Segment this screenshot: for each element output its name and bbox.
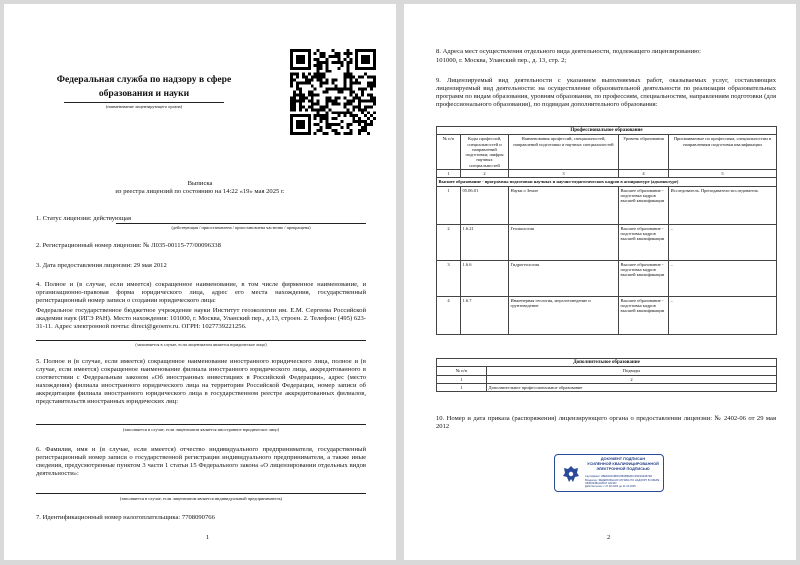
section-6-rule bbox=[36, 493, 366, 494]
prof-header-num: № п/п bbox=[437, 135, 461, 170]
table-row bbox=[437, 186, 777, 224]
document-page-1 bbox=[4, 4, 396, 560]
prof-colnum-4: 4 bbox=[619, 170, 669, 178]
agency-title-line-1: Федеральная служба по надзору в сфере bbox=[56, 74, 232, 85]
section-5-rule bbox=[36, 424, 366, 425]
signature-title-1: ДОКУМЕНТ ПОДПИСАН bbox=[600, 457, 646, 461]
section-7-inn: 7. Идентификационный номер налогоплательщика: 7708090766 bbox=[36, 514, 215, 521]
table-cell: 1 bbox=[437, 186, 461, 224]
add-table-title: Дополнительное образование bbox=[437, 359, 777, 367]
prof-header-codes: Коды профессий, специальностей и направлений подготовки; шифры научных специальностей bbox=[461, 135, 509, 170]
section-5-text: 5. Полное и (в случае, если имеется) сокращенное наименование иностранного юридического лица, полное и (в случае, если имеется) сокращенное наименование филиала иностранного юридического лица, аккредитованного в соответствии с Федеральным законом «Об иностранных инвестициях в Российской Федерации», адрес (место нахождения) филиала иностранного юридического лица на территории Российской Федерации, номер записи об аккредитации филиала иностранного юридического лица в государственном реестре аккредитованных филиалов, представительств иностранных юридических лиц: bbox=[36, 358, 366, 406]
section-5-caption: (заполняется в случае, если лицензиатом является иностранное юридическое лицо) bbox=[122, 427, 280, 432]
section-3-issue-date: 3. Дата предоставления лицензии: 29 мая 2012 bbox=[36, 262, 167, 269]
table-cell: – bbox=[669, 260, 777, 296]
table-cell: Инженерная геология, мерзлотоведение и грунтоведение bbox=[509, 296, 619, 334]
table-cell: Высшее образование - подготовка кадров высшей квалификации bbox=[619, 186, 669, 224]
table-cell: 05.06.01 bbox=[461, 186, 509, 224]
prof-header-names: Наименования профессий, специальностей, направлений подготовки и научных специальностей bbox=[509, 135, 619, 170]
table-cell: 4 bbox=[437, 296, 461, 334]
section-4-rule bbox=[36, 340, 366, 341]
section-1-status: 1. Статус лицензии: действующая bbox=[36, 215, 132, 222]
extract-subtitle: из реестра лицензий по состоянию на 14:22 «19» мая 2025 г. bbox=[115, 188, 285, 195]
table-cell: 1.6.7 bbox=[461, 296, 509, 334]
section-6-caption: (заполняется в случае, если лицензиатом является индивидуальный предприниматель) bbox=[119, 496, 283, 501]
section-1-rule bbox=[116, 223, 366, 224]
section-8-value: 101000, г. Москва, Уланский пер., д. 13, стр. 2; bbox=[436, 57, 567, 64]
section-4-value: Федеральное государственное бюджетное учреждение науки Институт геоэкологии им. Е.М. Сергеева Российской академии наук (ИГЭ РАН). Место нахождения: 101000, г. Москва, Уланский пер., д.13, строен. 2. Телефон: (495) 623-31-11. Адрес электронной почты: direct@geoenv.ru. ОГРН: 1027739221256. bbox=[36, 307, 366, 331]
prof-table-title: Профессиональное образование bbox=[437, 127, 777, 135]
table-cell: 1.6.6 bbox=[461, 260, 509, 296]
table-row bbox=[437, 224, 777, 260]
table-cell: Дополнительное профессиональное образование bbox=[487, 383, 777, 391]
table-row bbox=[437, 383, 777, 391]
prof-colnum-5: 5 bbox=[669, 170, 777, 178]
section-8-text: 8. Адреса мест осуществления отдельного вида деятельности, подлежащего лицензированию: bbox=[436, 48, 701, 55]
table-cell: 2 bbox=[437, 224, 461, 260]
signature-owner: Владелец: ФЕДЕРАЛЬНАЯ СЛУЖБА ПО НАДЗОРУ В СФЕРЕ ОБРАЗОВАНИЯ И НАУКИ bbox=[585, 479, 660, 485]
professional-education-table bbox=[436, 126, 777, 335]
signature-cert: Сертификат: 0BE84A5AB6FF0BAB5E8C2D3F9A91B7E6 bbox=[585, 475, 653, 478]
table-cell: Геоэкология bbox=[509, 224, 619, 260]
section-4-caption: (заполняется в случае, если лицензиатом является юридическое лицо) bbox=[135, 342, 267, 347]
section-6-text: 6. Фамилия, имя и (в случае, если имеется) отчество индивидуального предпринимателя, государственный регистрационный номер записи о государственной регистрации индивидуального предпринимателя, а также иные сведения, предусмотренные пунктом 3 части 1 статьи 15 Федерального закона «О лицензировании отдельных видов деятельности»: bbox=[36, 446, 366, 478]
table-cell: – bbox=[669, 296, 777, 334]
add-colnum-1: 1 bbox=[437, 375, 487, 383]
prof-colnum-3: 3 bbox=[509, 170, 619, 178]
prof-colnum-1: 1 bbox=[437, 170, 461, 178]
section-4-intro: 4. Полное и (в случае, если имеется) сокращенное наименование, в том числе фирменное наименование, и организационно-правовая форма юридического лица, адрес его места нахождения, государственный регистрационный номер записи о создании юридического лица: bbox=[36, 281, 366, 305]
table-row bbox=[437, 260, 777, 296]
table-cell: 1.6.21 bbox=[461, 224, 509, 260]
prof-colnum-2: 2 bbox=[461, 170, 509, 178]
electronic-signature-stamp bbox=[554, 454, 664, 492]
prof-header-qualification: Присваиваемые по профессиям, специальностям и направлениям подготовки квалификации bbox=[669, 135, 777, 170]
extract-title: Выписка bbox=[187, 180, 213, 187]
page-number-2: 2 bbox=[607, 534, 611, 541]
table-cell: Высшее образование - подготовка кадров высшей квалификации bbox=[619, 260, 669, 296]
table-cell: Гидрогеология bbox=[509, 260, 619, 296]
agency-rule bbox=[64, 102, 224, 103]
table-cell: – bbox=[669, 224, 777, 260]
signature-title-2: УСИЛЕННОЙ КВАЛИФИЦИРОВАННОЙ bbox=[587, 462, 659, 466]
section-9-text: 9. Лицензируемый вид деятельности с указанием выполняемых работ, оказываемых услуг, составляющих лицензируемый вид деятельности: на осуществление образовательной деятельности по реализации образовательных программ по видам образования, уровням образования, по профессиям, специальностям, направлениям подготовки (для профессионального образования), по подвидам дополнительного образования: bbox=[436, 77, 776, 109]
additional-education-table bbox=[436, 358, 777, 392]
prof-header-level: Уровень образования bbox=[619, 135, 669, 170]
signature-title-3: ЭЛЕКТРОННОЙ ПОДПИСЬЮ bbox=[596, 467, 650, 471]
qr-code bbox=[290, 49, 376, 135]
prof-section-row: Высшее образование - программы подготовки научных и научно-педагогических кадров в аспирантуре (адъюнктуре) bbox=[437, 178, 777, 186]
agency-title-line-2: образования и науки bbox=[98, 88, 190, 99]
document-page-2 bbox=[404, 4, 796, 560]
section-2-reg-number: 2. Регистрационный номер лицензии: № Л035-00115-77/00096338 bbox=[36, 242, 221, 249]
signature-valid: Действителен: с 27.06.2024 до 21.10.2025 bbox=[585, 485, 636, 488]
page-number-1: 1 bbox=[206, 534, 210, 541]
coat-of-arms-icon bbox=[561, 464, 581, 484]
section-1-caption: (действующая / приостановлена / приостановлена частично / прекращена) bbox=[171, 225, 311, 230]
section-10-text: 10. Номер и дата приказа (распоряжения) лицензирующего органа о предоставлении лицензии: № 2402-06 от 29 мая 2012 bbox=[436, 415, 776, 431]
add-header-subtypes: Подвиды bbox=[487, 367, 777, 375]
table-cell: 1 bbox=[437, 383, 487, 391]
table-cell: Высшее образование - подготовка кадров высшей квалификации bbox=[619, 296, 669, 334]
table-cell: Науки о Земле bbox=[509, 186, 619, 224]
table-row bbox=[437, 296, 777, 334]
add-colnum-2: 2 bbox=[487, 375, 777, 383]
agency-caption: (наименование лицензирующего органа) bbox=[105, 104, 183, 109]
table-cell: 3 bbox=[437, 260, 461, 296]
table-cell: Высшее образование - подготовка кадров высшей квалификации bbox=[619, 224, 669, 260]
add-header-num: № п/п bbox=[437, 367, 487, 375]
table-cell: Исследователь. Преподаватель-исследователь bbox=[669, 186, 777, 224]
